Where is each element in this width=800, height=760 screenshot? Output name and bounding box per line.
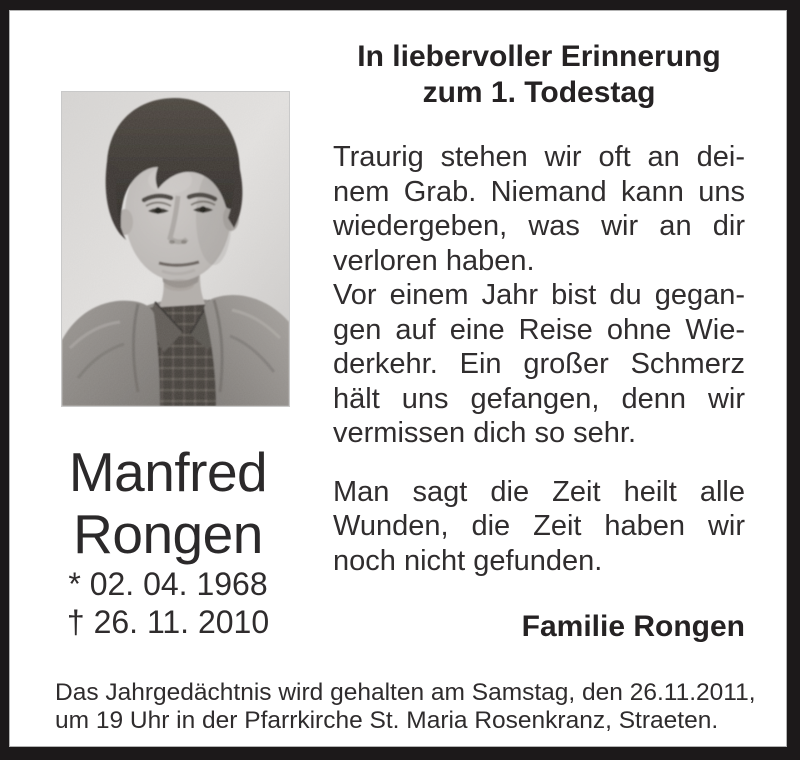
memorial-text-line: noch nicht gefunden. bbox=[333, 544, 603, 577]
memorial-heading bbox=[333, 39, 745, 111]
announcement-line2: um 19 Uhr in der Pfarrkirche St. Maria Rosenkranz, Straeten. bbox=[55, 707, 719, 734]
memorial-text-line: vermissen dich so sehr. bbox=[333, 417, 637, 449]
deceased-last-name: Rongen bbox=[73, 503, 263, 565]
memorial-text-line: hält uns gefangen, denn wir bbox=[333, 382, 745, 415]
deceased-first-name: Manfred bbox=[68, 441, 268, 503]
announcement-line1: Das Jahrgedächtnis wird gehalten am Samstag, den 26.11.2011, bbox=[55, 679, 756, 706]
death-date: † 26. 11. 2010 bbox=[66, 604, 270, 640]
signature: Familie Rongen bbox=[521, 610, 745, 643]
memorial-text-line: Traurig stehen wir oft an dei- bbox=[333, 141, 745, 173]
birth-date: * 02. 04. 1968 bbox=[68, 566, 268, 602]
memorial-text-line: Man sagt die Zeit heilt alle bbox=[333, 475, 745, 508]
memorial-text bbox=[333, 140, 745, 578]
anniversary-mass-announcement bbox=[55, 679, 777, 735]
memorial-heading-line2: zum 1. Todestag bbox=[422, 76, 656, 109]
memorial-text-line: verloren haben. bbox=[333, 244, 535, 277]
memorial-text-line: nem Grab. Niemand kann uns bbox=[333, 175, 745, 208]
memorial-text-line: derkehr. Ein großer Schmerz bbox=[333, 348, 745, 380]
memorial-text-line: Vor einem Jahr bist du gegan- bbox=[333, 279, 745, 311]
memorial-text-line: Wunden, die Zeit haben wir bbox=[333, 510, 745, 542]
memorial-heading-line1: In liebervoller Erinnerung bbox=[357, 40, 721, 73]
portrait-photo bbox=[62, 92, 289, 406]
memorial-text-line: gen auf eine Reise ohne Wie- bbox=[333, 313, 745, 346]
memorial-text-line: wiedergeben, was wir an dir bbox=[333, 210, 745, 242]
memorial-paragraph bbox=[333, 140, 745, 278]
portrait-photo-illustration bbox=[62, 92, 289, 406]
deceased-name-block bbox=[40, 441, 296, 641]
memorial-paragraph bbox=[333, 475, 745, 579]
memorial-paragraph bbox=[333, 278, 745, 451]
memorial-body-column bbox=[333, 140, 745, 645]
